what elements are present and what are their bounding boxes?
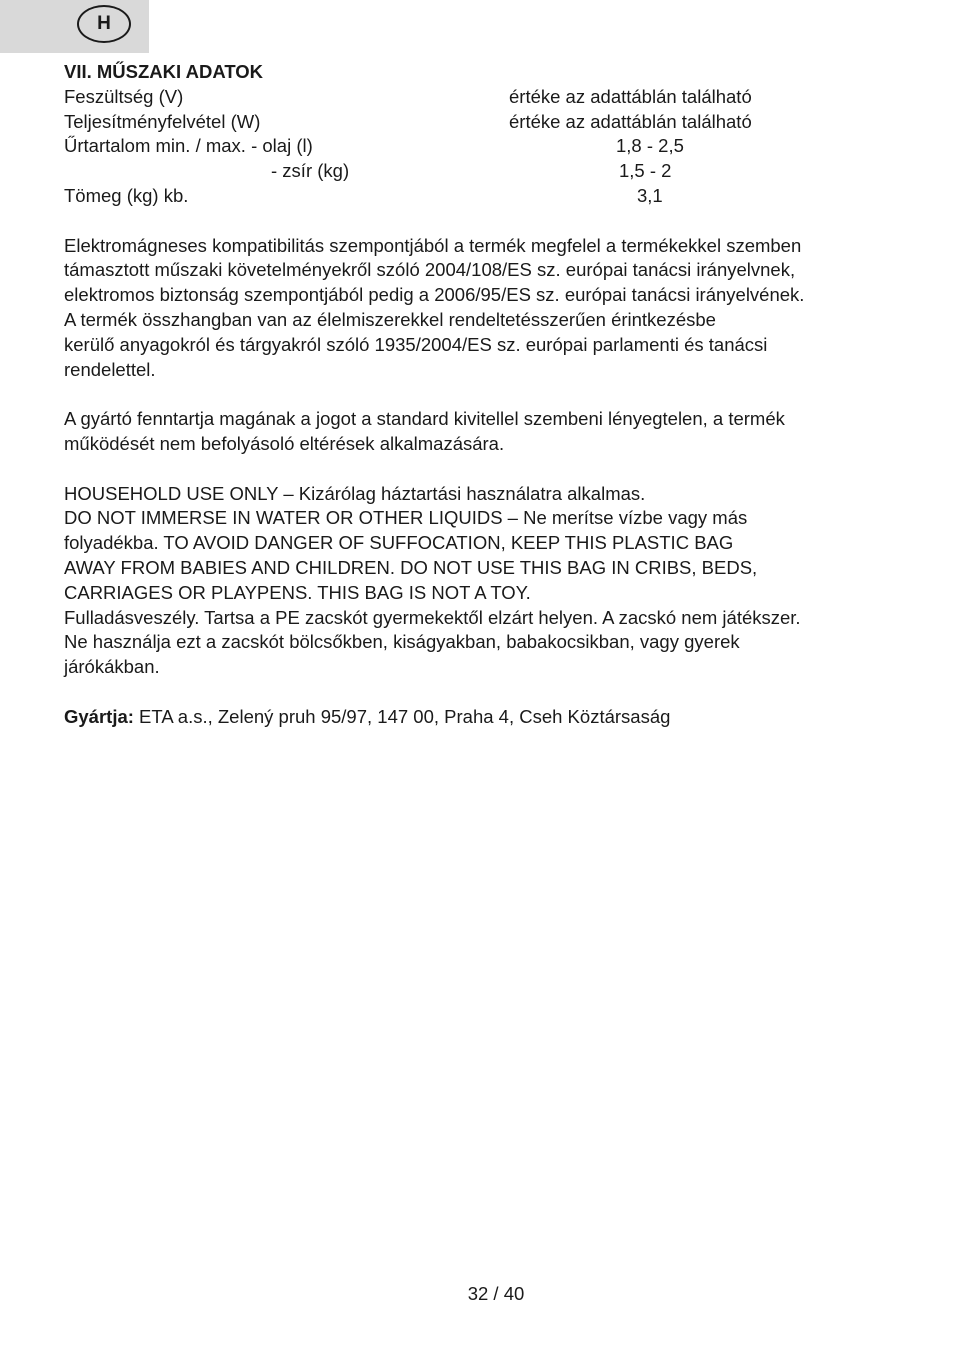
text-line: A termék összhangban van az élelmiszerekkel rendeltetésszerűen érintkezésbe bbox=[64, 308, 716, 330]
text-line: CARRIAGES OR PLAYPENS. THIS BAG IS NOT A TOY. bbox=[64, 581, 531, 603]
text-line: AWAY FROM BABIES AND CHILDREN. DO NOT USE THIS BAG IN CRIBS, BEDS, bbox=[64, 556, 758, 578]
page-number: 32 / 40 bbox=[467, 1283, 525, 1304]
manufacturer-label: Gyártja: bbox=[64, 705, 134, 727]
text-line: Elektromágneses kompatibilitás szempontjából a termék megfelel a termékekkel szemben bbox=[64, 234, 802, 256]
warnings-paragraph bbox=[64, 482, 904, 680]
text-line: Fulladásveszély. Tartsa a PE zacskót gyermekektől elzárt helyen. A zacskó nem játékszer. bbox=[64, 606, 801, 628]
text-line: DO NOT IMMERSE IN WATER OR OTHER LIQUIDS – Ne merítse vízbe vagy más bbox=[64, 507, 748, 529]
manufacturer-line bbox=[64, 705, 904, 730]
text-line: folyadékba. TO AVOID DANGER OF SUFFOCATION, KEEP THIS PLASTIC BAG bbox=[64, 532, 734, 554]
language-tab bbox=[0, 0, 149, 53]
text-line: HOUSEHOLD USE ONLY – Kizárólag háztartási használatra alkalmas. bbox=[64, 482, 646, 504]
spec-label: Feszültség (V) bbox=[64, 85, 184, 107]
spec-label: Űrtartalom min. / max. - olaj (l) bbox=[64, 135, 313, 157]
compliance-paragraph bbox=[64, 234, 904, 383]
spec-value: 3,1 bbox=[637, 184, 663, 206]
spec-row-power bbox=[64, 110, 904, 135]
language-badge: H bbox=[77, 5, 131, 43]
spec-row-capacity-oil bbox=[64, 134, 904, 159]
text-line: Ne használja ezt a zacskót bölcsőkben, kiságyakban, babakocsikban, vagy gyerek bbox=[64, 631, 740, 653]
spec-row-weight bbox=[64, 184, 904, 209]
spec-value: értéke az adattáblán található bbox=[509, 110, 752, 132]
spec-label: Teljesítményfelvétel (W) bbox=[64, 110, 261, 132]
text-line: rendelettel. bbox=[64, 358, 156, 380]
spec-label: Tömeg (kg) kb. bbox=[64, 184, 189, 206]
section-heading: VII. MŰSZAKI ADATOK bbox=[64, 61, 264, 82]
spec-value: 1,5 - 2 bbox=[619, 160, 672, 182]
text-line: elektromos biztonság szempontjából pedig a 2006/95/ES sz. európai tanácsi irányelvének. bbox=[64, 284, 805, 306]
text-line: működését nem befolyásoló eltérések alkalmazására. bbox=[64, 432, 505, 454]
document-body bbox=[64, 60, 904, 730]
spec-value: 1,8 - 2,5 bbox=[616, 135, 684, 157]
text-line: A gyártó fenntartja magának a jogot a standard kivitellel szembeni lényegtelen, a termék bbox=[64, 408, 785, 430]
text-line: járókákban. bbox=[64, 656, 160, 678]
rights-paragraph bbox=[64, 407, 904, 457]
spec-label: - zsír (kg) bbox=[271, 160, 350, 182]
text-line: kerülő anyagokról és tárgyakról szóló 1935/2004/ES sz. európai parlamenti és tanácsi bbox=[64, 333, 768, 355]
spec-value: értéke az adattáblán található bbox=[509, 85, 752, 107]
manufacturer-text: ETA a.s., Zelený pruh 95/97, 147 00, Praha 4, Cseh Köztársaság bbox=[133, 705, 671, 727]
text-line: támasztott műszaki követelményekről szóló 2004/108/ES sz. európai tanácsi irányelvnek, bbox=[64, 259, 796, 281]
spec-row-voltage bbox=[64, 85, 904, 110]
spec-row-capacity-fat bbox=[64, 159, 904, 184]
